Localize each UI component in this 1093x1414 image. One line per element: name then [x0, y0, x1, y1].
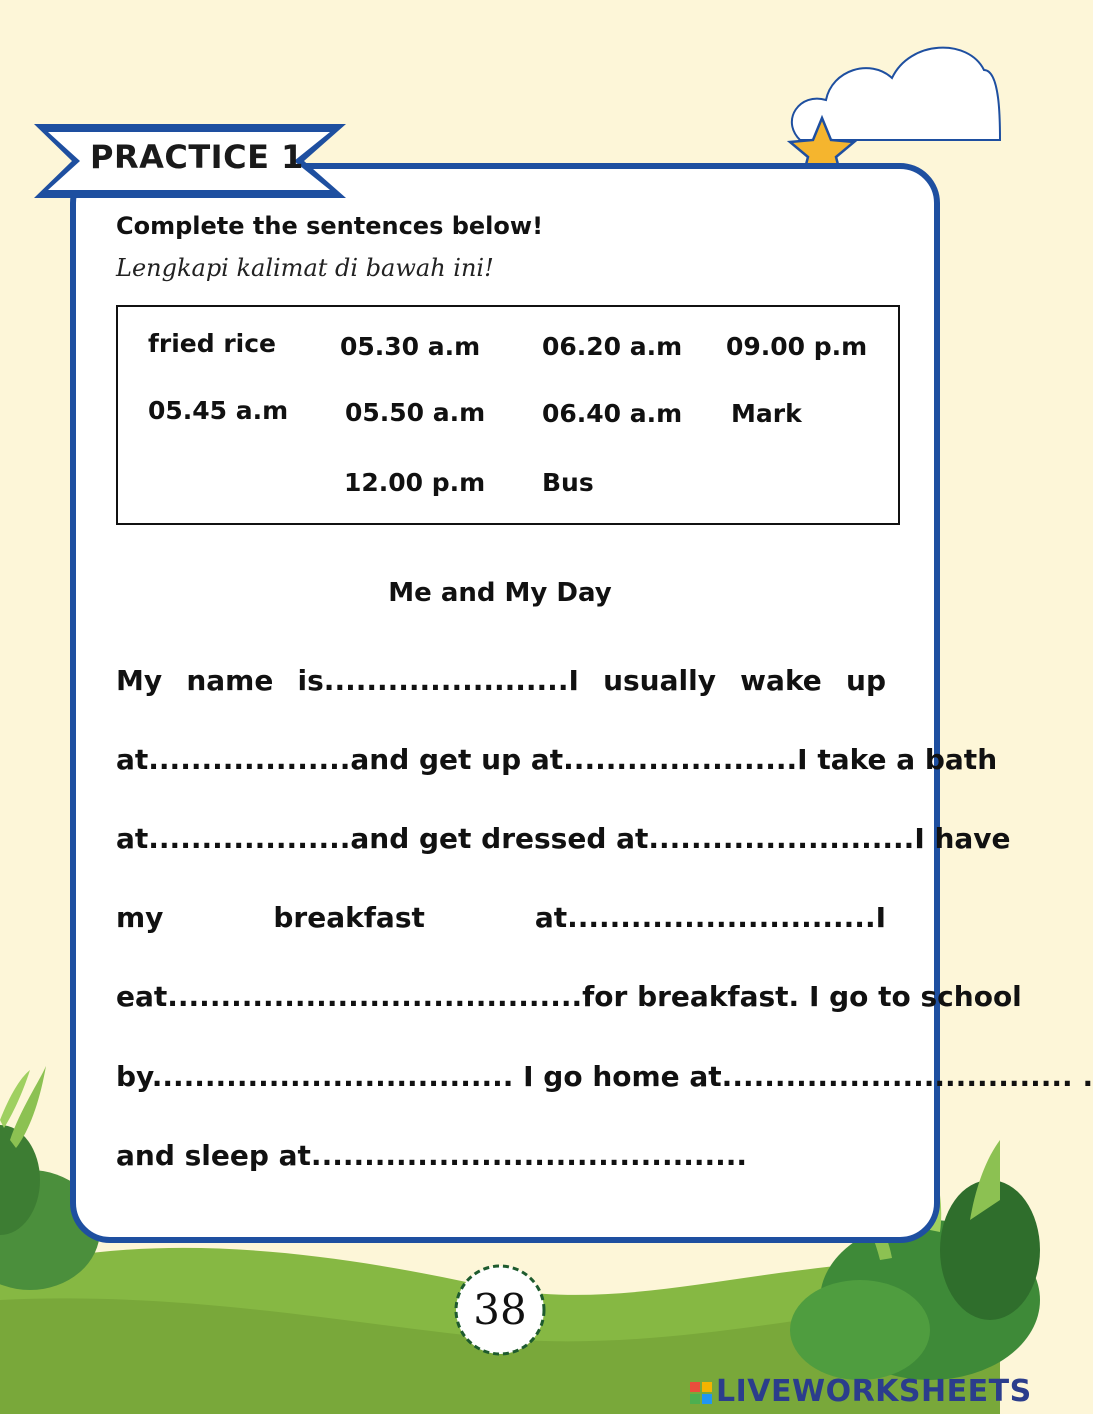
word-bank-item: 05.45 a.m: [148, 396, 289, 425]
word-bank-item: 06.40 a.m: [542, 399, 683, 428]
word-bank-item: 12.00 p.m: [344, 468, 486, 497]
word-bank-item: Mark: [731, 399, 802, 428]
story-line: my breakfast at.............................I: [116, 901, 886, 934]
word-bank-item: 06.20 a.m: [542, 332, 683, 361]
brand-text: LIVEWORKSHEETS: [716, 1374, 1032, 1409]
word-bank-item: 05.50 a.m: [345, 398, 486, 427]
word-bank-item: Bus: [542, 468, 594, 497]
story-line: and sleep at.........................................: [116, 1139, 748, 1172]
word-bank-box: [116, 305, 900, 525]
liveworksheets-logo-icon: [690, 1382, 712, 1404]
story-line: at...................and get up at......................I take a bath: [116, 743, 998, 776]
instruction-indonesian: Lengkapi kalimat di bawah ini!: [116, 254, 494, 282]
page-number: 38: [473, 1285, 527, 1334]
word-bank-item: 09.00 p.m: [726, 332, 868, 361]
practice-title: PRACTICE 1: [90, 138, 304, 176]
instruction-english: Complete the sentences below!: [116, 212, 544, 240]
word-bank-item: fried rice: [148, 329, 277, 358]
story-line: My name is.......................I usually wake up: [116, 664, 886, 697]
story-line: at...................and get dressed at.........................I have: [116, 822, 1011, 855]
word-bank-item: 05.30 a.m: [340, 332, 481, 361]
story-title: Me and My Day: [388, 578, 612, 608]
story-line: eat.......................................for breakfast. I go to school: [116, 980, 1022, 1013]
story-line: by.................................. I go home at................................. .: [116, 1060, 1093, 1093]
brand-watermark: [690, 1374, 1032, 1409]
